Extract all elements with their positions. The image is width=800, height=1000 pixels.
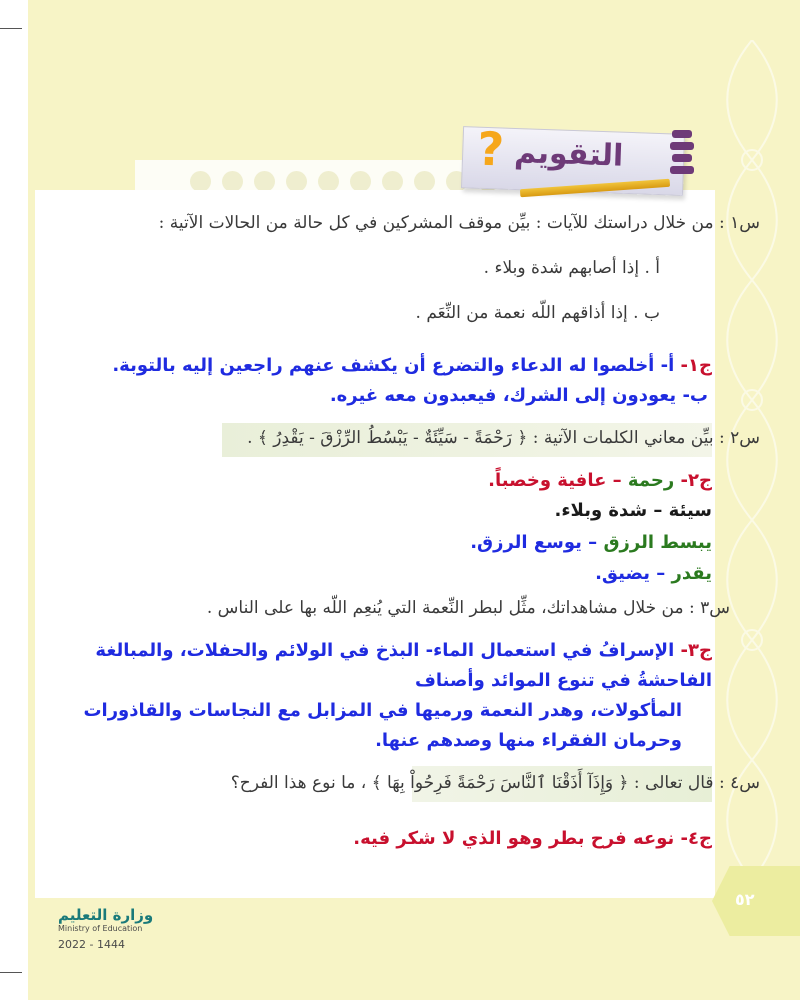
- answer-2-line-1: ج٢- رحمة – عافية وخصباً.: [488, 470, 712, 491]
- ministry-name-en: Ministry of Education: [58, 924, 143, 933]
- answer-label: ج٤-: [680, 828, 712, 849]
- question-3: س٣ : من خلال مشاهداتك، مثِّل لبطر النِّعمة التي يُنعِم اللّه بها على الناس .: [206, 598, 730, 618]
- crop-mark: [0, 28, 22, 29]
- answer-2-line-4: يقدر – يضيق.: [595, 563, 712, 584]
- answer-label: ج٢-: [680, 470, 712, 491]
- answer-label: ج٣-: [680, 640, 712, 661]
- ornament-pattern: [705, 40, 800, 940]
- answer-3-line-4: وحرمان الفقراء منها وصدهم عنها.: [375, 730, 682, 751]
- answer-4-line-1: ج٤- نوعه فرح بطر وهو الذي لا شكر فيه.: [353, 828, 712, 849]
- ministry-logo: وزارة التعليم: [58, 906, 154, 924]
- answer-1-line-2: ب- يعودون إلى الشرك، فيعبدون معه غيره.: [329, 385, 708, 406]
- question-mark-icon: ?: [476, 121, 505, 177]
- answer-label: ج١-: [680, 355, 712, 376]
- answer-2-line-3: يبسط الرزق – يوسع الرزق.: [470, 532, 712, 553]
- page-title: التقويم: [513, 134, 624, 174]
- answer-3-line-1: ج٣- الإسرافُ في استعمال الماء- البذخ في الولائم والحفلات، والمبالغة: [95, 640, 712, 661]
- answer-2-line-2: سيئة – شدة وبلاء.: [554, 500, 712, 521]
- question-1: س١ : من خلال دراستك للآيات : بيِّن موقف المشركين في كل حالة من الحالات الآتية :: [158, 213, 760, 233]
- answer-1-line-1: ج١- أ- أخلصوا له الدعاء والتضرع أن يكشف عنهم راجعين إليه بالتوبة.: [112, 355, 712, 376]
- edition-year: 2022 - 1444: [58, 938, 125, 951]
- question-2: س٢ : بيِّن معاني الكلمات الآتية : ﴿ رَحْمَةً - سَيِّئَةٌ - يَبْسُطُ الرِّزْقَ - يَقْدِرُ ﴾ .: [247, 428, 760, 448]
- evaluation-icon: [668, 126, 696, 182]
- question-1-part-b: ب . إذا أذاقهم اللّه نعمة من النِّعَم .: [415, 303, 660, 323]
- answer-3-line-2: الفاحشةُ في تنوع الموائد وأصناف: [415, 670, 712, 691]
- question-1-part-a: أ . إذا أصابهم شدة وبلاء .: [483, 258, 660, 278]
- question-4: س٤ : قال تعالى : ﴿ وَإِذَآ أَذَقْنَا ٱلنَّاسَ رَحْمَةً فَرِحُواْ بِهَا ﴾ ، ما نوع هذا الفرح؟: [230, 773, 760, 793]
- crop-mark: [0, 972, 22, 973]
- page-number-tab: [712, 866, 800, 936]
- page-number: ٥٢: [735, 890, 755, 909]
- answer-3-line-3: المأكولات، وهدر النعمة ورميها في المزابل مع النجاسات والقاذورات: [83, 700, 682, 721]
